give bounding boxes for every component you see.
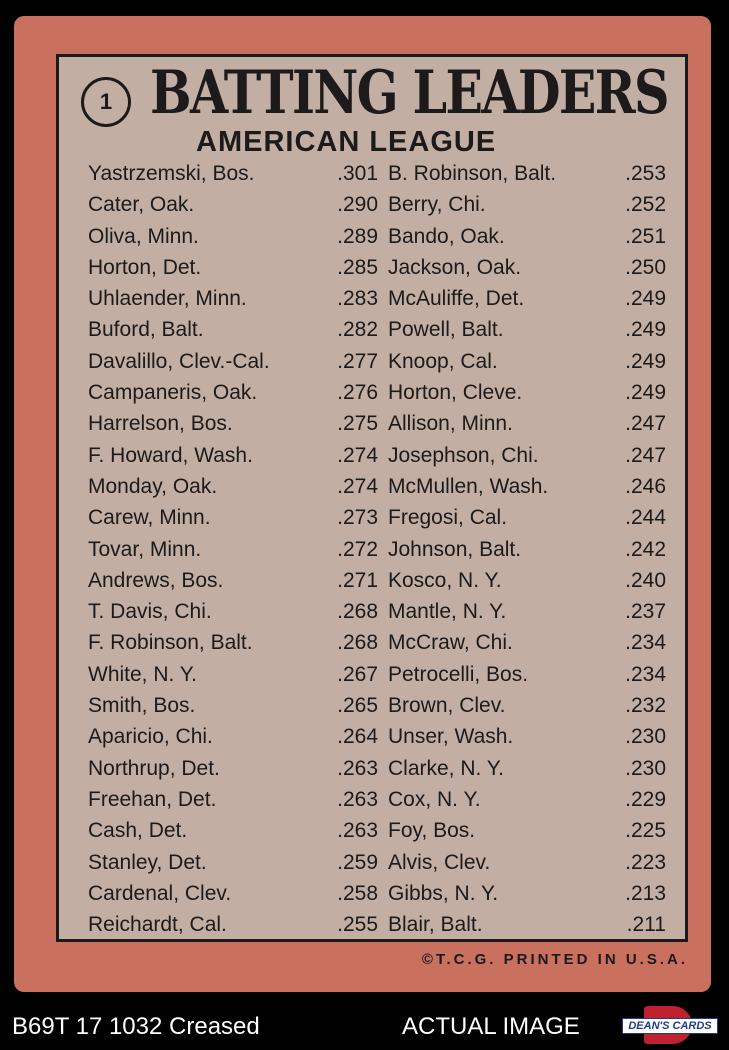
leader-row: [388, 377, 666, 408]
batting-average: .275: [337, 412, 378, 436]
batting-average: .229: [625, 787, 666, 811]
card-title: BATTING LEADERS: [150, 58, 668, 128]
batting-average: .247: [625, 412, 666, 436]
player-name: F. Howard, Wash.: [88, 443, 253, 467]
batting-average: .268: [337, 631, 378, 655]
batting-average: .263: [337, 819, 378, 843]
leader-row: [88, 346, 378, 377]
player-name: Buford, Balt.: [88, 318, 204, 342]
player-name: Tovar, Minn.: [88, 537, 202, 561]
batting-average: .247: [625, 443, 666, 467]
player-name: Berry, Chi.: [388, 193, 486, 217]
leader-row: [388, 158, 666, 189]
leader-row: [88, 471, 378, 502]
leader-row: [88, 909, 378, 940]
player-name: Uhlaender, Minn.: [88, 287, 247, 311]
player-name: Cash, Det.: [88, 819, 188, 843]
leader-row: [388, 847, 666, 878]
player-name: Carew, Minn.: [88, 506, 211, 530]
player-name: Johnson, Balt.: [388, 537, 522, 561]
batting-average: .237: [625, 600, 666, 624]
player-name: Powell, Balt.: [388, 318, 504, 342]
leader-row: [388, 659, 666, 690]
batting-average: .265: [337, 694, 378, 718]
leader-row: [388, 283, 666, 314]
leader-row: [388, 878, 666, 909]
player-name: McMullen, Wash.: [388, 474, 549, 498]
player-name: Allison, Minn.: [388, 412, 513, 436]
batting-average: .276: [337, 381, 378, 405]
leaders-list-left: [88, 158, 378, 940]
batting-average: .249: [625, 318, 666, 342]
leader-row: [88, 878, 378, 909]
batting-average: .283: [337, 287, 378, 311]
batting-average: .249: [625, 381, 666, 405]
player-name: Yastrzemski, Bos.: [88, 162, 255, 185]
card-number-circle: [81, 77, 131, 127]
batting-average: .273: [337, 506, 378, 530]
batting-average: .230: [625, 756, 666, 780]
actual-image-label: ACTUAL IMAGE: [402, 1013, 580, 1040]
batting-average: .246: [625, 474, 666, 498]
player-name: Clarke, N. Y.: [388, 756, 504, 780]
batting-average: .274: [337, 443, 378, 467]
player-name: Smith, Bos.: [88, 694, 196, 718]
player-name: Cox, N. Y.: [388, 787, 481, 811]
player-name: Aparicio, Chi.: [88, 725, 213, 749]
player-name: Kosco, N. Y.: [388, 568, 502, 592]
batting-average: .240: [625, 568, 666, 592]
leader-row: [88, 721, 378, 752]
leader-row: [388, 346, 666, 377]
player-name: Northrup, Det.: [88, 756, 220, 780]
batting-average: .268: [337, 600, 378, 624]
batting-average: .251: [625, 224, 666, 248]
leader-row: [88, 534, 378, 565]
player-name: Unser, Wash.: [388, 725, 514, 749]
player-name: Andrews, Bos.: [88, 568, 224, 592]
batting-average: .242: [625, 537, 666, 561]
leader-row: [388, 471, 666, 502]
leader-row: [88, 659, 378, 690]
leader-row: [88, 377, 378, 408]
player-name: Foy, Bos.: [388, 819, 476, 843]
leader-row: [88, 252, 378, 283]
leader-row: [88, 283, 378, 314]
logo-text: DEAN'S CARDS: [622, 1018, 718, 1034]
batting-average: .234: [625, 631, 666, 655]
player-name: Blair, Balt.: [388, 913, 483, 937]
batting-average: .234: [625, 662, 666, 686]
batting-average: .258: [337, 881, 378, 905]
leader-row: [88, 158, 378, 189]
leader-row: [388, 721, 666, 752]
leader-row: [388, 534, 666, 565]
batting-average: .253: [625, 162, 666, 185]
player-name: Stanley, Det.: [88, 850, 207, 874]
batting-average: .223: [625, 850, 666, 874]
batting-average: .213: [625, 881, 666, 905]
batting-average: .272: [337, 537, 378, 561]
league-subtitle: AMERICAN LEAGUE: [196, 126, 497, 158]
leader-row: [88, 784, 378, 815]
leader-row: [388, 314, 666, 345]
batting-average: .259: [337, 850, 378, 874]
player-name: Knoop, Cal.: [388, 349, 498, 373]
player-name: Campaneris, Oak.: [88, 381, 258, 405]
leader-row: [388, 502, 666, 533]
batting-average: .211: [626, 913, 666, 937]
batting-average: .263: [337, 756, 378, 780]
player-name: Reichardt, Cal.: [88, 913, 227, 937]
batting-average: .289: [337, 224, 378, 248]
batting-average: .249: [625, 287, 666, 311]
player-name: White, N. Y.: [88, 662, 197, 686]
player-name: Alvis, Clev.: [388, 850, 491, 874]
batting-average: .277: [337, 349, 378, 373]
player-name: Mantle, N. Y.: [388, 600, 507, 624]
leader-row: [88, 221, 378, 252]
batting-average: .232: [625, 694, 666, 718]
batting-average: .263: [337, 787, 378, 811]
player-name: Fregosi, Cal.: [388, 506, 508, 530]
batting-average: .252: [625, 193, 666, 217]
leader-row: [88, 690, 378, 721]
leader-row: [388, 753, 666, 784]
batting-average: .255: [337, 913, 378, 937]
player-name: Oliva, Minn.: [88, 224, 199, 248]
player-name: T. Davis, Chi.: [88, 600, 212, 624]
copyright-footer: ©T.C.G. PRINTED IN U.S.A.: [421, 951, 688, 968]
leader-row: [388, 596, 666, 627]
player-name: F. Robinson, Balt.: [88, 631, 253, 655]
player-name: McCraw, Chi.: [388, 631, 513, 655]
batting-average: .264: [337, 725, 378, 749]
player-name: Cater, Oak.: [88, 193, 195, 217]
batting-average: .301: [337, 162, 378, 185]
batting-average: .249: [625, 349, 666, 373]
player-name: Petrocelli, Bos.: [388, 662, 529, 686]
leader-row: [388, 690, 666, 721]
player-name: Harrelson, Bos.: [88, 412, 233, 436]
player-name: B. Robinson, Balt.: [388, 162, 557, 185]
card-number: 1: [99, 89, 113, 114]
player-name: Monday, Oak.: [88, 474, 218, 498]
player-name: Bando, Oak.: [388, 224, 505, 248]
leader-row: [88, 565, 378, 596]
leader-row: [388, 565, 666, 596]
leader-row: [88, 502, 378, 533]
leader-row: [88, 596, 378, 627]
leader-row: [388, 440, 666, 471]
player-name: Horton, Det.: [88, 255, 202, 279]
batting-average: .250: [625, 255, 666, 279]
leader-row: [88, 847, 378, 878]
player-name: Freehan, Det.: [88, 787, 217, 811]
leader-row: [88, 408, 378, 439]
player-name: Horton, Cleve.: [388, 381, 523, 405]
leaders-list-right: [388, 158, 666, 940]
leader-row: [88, 627, 378, 658]
leader-row: [88, 314, 378, 345]
player-name: Gibbs, N. Y.: [388, 881, 499, 905]
deans-cards-logo: [622, 1006, 718, 1044]
batting-average: .225: [625, 819, 666, 843]
player-name: Josephson, Chi.: [388, 443, 539, 467]
leader-row: [388, 189, 666, 220]
batting-average: .271: [337, 568, 378, 592]
leader-row: [88, 753, 378, 784]
leader-row: [388, 252, 666, 283]
batting-average: .244: [625, 506, 666, 530]
leader-row: [88, 815, 378, 846]
leader-row: [88, 440, 378, 471]
leader-row: [388, 408, 666, 439]
batting-average: .230: [625, 725, 666, 749]
leader-row: [388, 909, 666, 940]
batting-average: .285: [337, 255, 378, 279]
leader-row: [388, 221, 666, 252]
batting-average: .290: [337, 193, 378, 217]
leader-row: [388, 815, 666, 846]
player-name: McAuliffe, Det.: [388, 287, 525, 311]
leader-row: [88, 189, 378, 220]
batting-average: .274: [337, 474, 378, 498]
leader-row: [388, 784, 666, 815]
player-name: Cardenal, Clev.: [88, 881, 232, 905]
listing-caption: B69T 17 1032 Creased: [12, 1013, 260, 1040]
batting-average: .282: [337, 318, 378, 342]
leader-row: [388, 627, 666, 658]
batting-average: .267: [337, 662, 378, 686]
player-name: Jackson, Oak.: [388, 255, 522, 279]
player-name: Brown, Clev.: [388, 694, 506, 718]
player-name: Davalillo, Clev.-Cal.: [88, 349, 270, 373]
